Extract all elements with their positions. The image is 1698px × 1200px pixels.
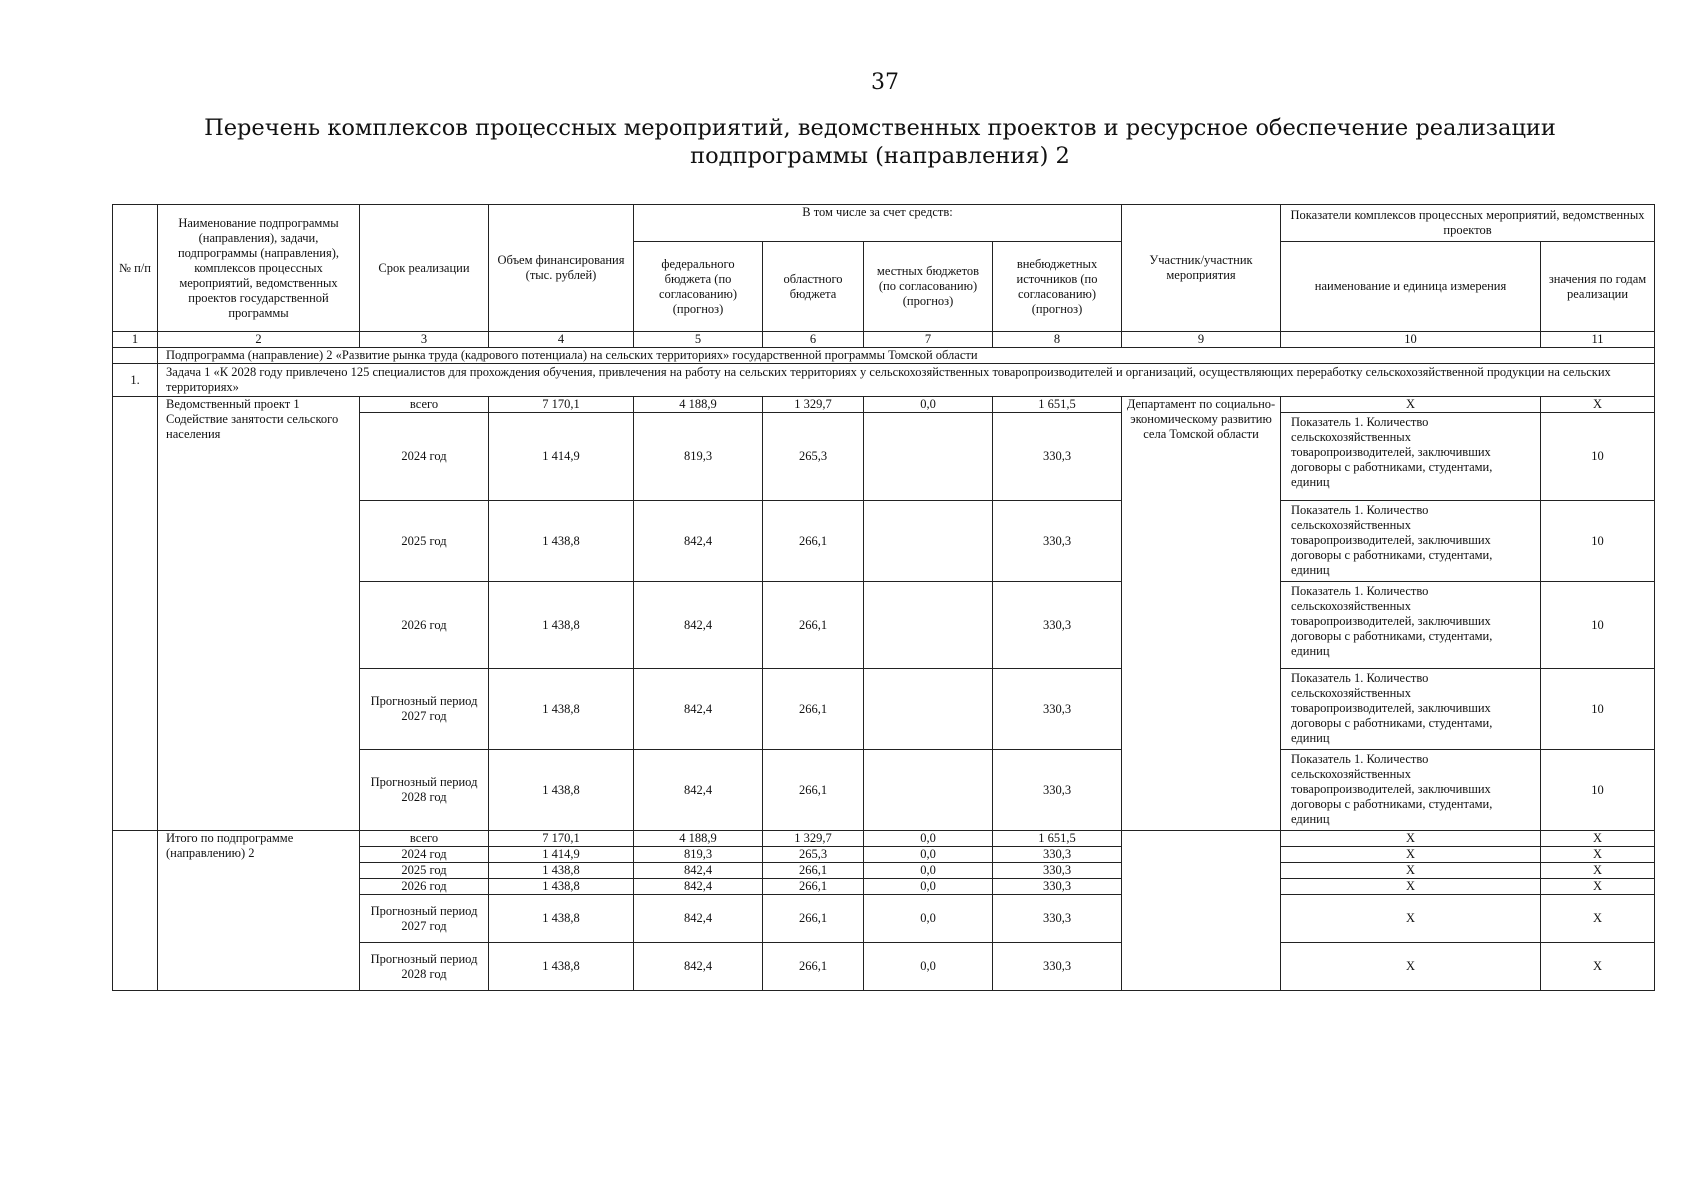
col-number: 5 bbox=[634, 332, 763, 348]
page-number: 37 bbox=[871, 70, 899, 95]
header-federal: федерального бюджета (по согласованию) (прогноз) bbox=[634, 242, 763, 332]
total-volume: 1 438,8 bbox=[489, 943, 634, 991]
total-extra: 330,3 bbox=[993, 879, 1122, 895]
task-num: 1. bbox=[113, 364, 158, 397]
total-volume: 1 438,8 bbox=[489, 863, 634, 879]
total-ind-value: X bbox=[1541, 943, 1655, 991]
project-local bbox=[864, 413, 993, 501]
project-federal: 842,4 bbox=[634, 669, 763, 750]
total-volume: 1 414,9 bbox=[489, 847, 634, 863]
subprogram-num bbox=[113, 348, 158, 364]
project-regional: 266,1 bbox=[763, 582, 864, 669]
project-ind-name: Показатель 1. Количество сельскохозяйственных товаропроизводителей, заключивших договоры с работниками, студентами, единиц bbox=[1281, 669, 1541, 750]
total-federal: 842,4 bbox=[634, 943, 763, 991]
total-regional: 266,1 bbox=[763, 863, 864, 879]
subprogram-row bbox=[113, 348, 1655, 364]
total-local: 0,0 bbox=[864, 863, 993, 879]
project-ind-name: Показатель 1. Количество сельскохозяйственных товаропроизводителей, заключивших договоры с работниками, студентами, единиц bbox=[1281, 750, 1541, 831]
project-extra: 330,3 bbox=[993, 413, 1122, 501]
project-federal: 842,4 bbox=[634, 750, 763, 831]
project-extra: 330,3 bbox=[993, 582, 1122, 669]
project-volume: 1 438,8 bbox=[489, 750, 634, 831]
col-number: 10 bbox=[1281, 332, 1541, 348]
total-local: 0,0 bbox=[864, 831, 993, 847]
total-ind-name: X bbox=[1281, 879, 1541, 895]
total-term: 2026 год bbox=[360, 879, 489, 895]
total-term: 2024 год bbox=[360, 847, 489, 863]
header-local: местных бюджетов (по согласованию) (прогноз) bbox=[864, 242, 993, 332]
total-regional: 266,1 bbox=[763, 895, 864, 943]
total-ind-name: X bbox=[1281, 895, 1541, 943]
total-regional: 265,3 bbox=[763, 847, 864, 863]
project-term: 2025 год bbox=[360, 501, 489, 582]
project-local bbox=[864, 582, 993, 669]
total-ind-value: X bbox=[1541, 879, 1655, 895]
total-local: 0,0 bbox=[864, 879, 993, 895]
project-name: Ведомственный проект 1 Содействие занятости сельского населения bbox=[158, 397, 360, 831]
project-local bbox=[864, 750, 993, 831]
project-federal: 842,4 bbox=[634, 582, 763, 669]
project-participant: Департамент по социально-экономическому развитию села Томской области bbox=[1122, 397, 1281, 831]
header-ind-values: значения по годам реализации bbox=[1541, 242, 1655, 332]
project-extra: 330,3 bbox=[993, 669, 1122, 750]
project-term: 2026 год bbox=[360, 582, 489, 669]
page-title: Перечень комплексов процессных мероприятий, ведомственных проектов и ресурсное обеспечение реализации подпрограммы (направления) 2 bbox=[204, 115, 1556, 169]
col-number: 6 bbox=[763, 332, 864, 348]
project-extra: 330,3 bbox=[993, 750, 1122, 831]
total-ind-value: X bbox=[1541, 863, 1655, 879]
project-volume: 1 438,8 bbox=[489, 501, 634, 582]
col-number: 4 bbox=[489, 332, 634, 348]
project-ind-value: 10 bbox=[1541, 750, 1655, 831]
total-row bbox=[113, 831, 1655, 847]
header-name: Наименование подпрограммы (направления), задачи, подпрограммы (направления), комплексов процессных мероприятий, ведомственных проектов государственной программы bbox=[158, 205, 360, 332]
header-regional: областного бюджета bbox=[763, 242, 864, 332]
project-federal: 819,3 bbox=[634, 413, 763, 501]
project-num bbox=[113, 397, 158, 831]
project-regional: 266,1 bbox=[763, 501, 864, 582]
total-ind-name: X bbox=[1281, 943, 1541, 991]
total-term: Прогнозный период 2027 год bbox=[360, 895, 489, 943]
project-extra: 330,3 bbox=[993, 501, 1122, 582]
project-ind-value: 10 bbox=[1541, 413, 1655, 501]
total-federal: 842,4 bbox=[634, 879, 763, 895]
total-participant bbox=[1122, 831, 1281, 991]
project-regional: 266,1 bbox=[763, 669, 864, 750]
total-federal: 4 188,9 bbox=[634, 831, 763, 847]
total-extra: 330,3 bbox=[993, 863, 1122, 879]
project-regional: 265,3 bbox=[763, 413, 864, 501]
col-number: 2 bbox=[158, 332, 360, 348]
project-volume: 1 438,8 bbox=[489, 669, 634, 750]
project-local: 0,0 bbox=[864, 397, 993, 413]
total-regional: 266,1 bbox=[763, 879, 864, 895]
subprogram-title: Подпрограмма (направление) 2 «Развитие рынка труда (кадрового потенциала) на сельских территориях» государственной программы Томской области bbox=[158, 348, 1655, 364]
header-including: В том числе за счет средств: bbox=[634, 205, 1122, 242]
project-term: Прогнозный период 2028 год bbox=[360, 750, 489, 831]
col-number: 9 bbox=[1122, 332, 1281, 348]
total-extra: 330,3 bbox=[993, 895, 1122, 943]
total-name: Итого по подпрограмме (направлению) 2 bbox=[158, 831, 360, 991]
header-indicators: Показатели комплексов процессных мероприятий, ведомственных проектов bbox=[1281, 205, 1655, 242]
col-number: 1 bbox=[113, 332, 158, 348]
header-participant: Участник/участник мероприятия bbox=[1122, 205, 1281, 332]
total-local: 0,0 bbox=[864, 895, 993, 943]
total-local: 0,0 bbox=[864, 847, 993, 863]
resource-table bbox=[112, 204, 1655, 991]
total-volume: 1 438,8 bbox=[489, 879, 634, 895]
total-term: всего bbox=[360, 831, 489, 847]
total-federal: 842,4 bbox=[634, 895, 763, 943]
project-regional: 1 329,7 bbox=[763, 397, 864, 413]
project-term: Прогнозный период 2027 год bbox=[360, 669, 489, 750]
total-federal: 819,3 bbox=[634, 847, 763, 863]
task-row bbox=[113, 364, 1655, 397]
project-term: всего bbox=[360, 397, 489, 413]
total-num bbox=[113, 831, 158, 991]
project-volume: 1 438,8 bbox=[489, 582, 634, 669]
header-ind-name: наименование и единица измерения bbox=[1281, 242, 1541, 332]
header-extra: внебюджетных источников (по согласованию) (прогноз) bbox=[993, 242, 1122, 332]
total-volume: 7 170,1 bbox=[489, 831, 634, 847]
project-federal: 4 188,9 bbox=[634, 397, 763, 413]
col-number: 8 bbox=[993, 332, 1122, 348]
project-ind-value: 10 bbox=[1541, 501, 1655, 582]
project-ind-name: Показатель 1. Количество сельскохозяйственных товаропроизводителей, заключивших договоры с работниками, студентами, единиц bbox=[1281, 501, 1541, 582]
project-volume: 1 414,9 bbox=[489, 413, 634, 501]
total-extra: 330,3 bbox=[993, 847, 1122, 863]
project-volume: 7 170,1 bbox=[489, 397, 634, 413]
project-term: 2024 год bbox=[360, 413, 489, 501]
header-term: Срок реализации bbox=[360, 205, 489, 332]
project-ind-name: Показатель 1. Количество сельскохозяйственных товаропроизводителей, заключивших договоры с работниками, студентами, единиц bbox=[1281, 582, 1541, 669]
total-extra: 1 651,5 bbox=[993, 831, 1122, 847]
total-extra: 330,3 bbox=[993, 943, 1122, 991]
header-volume: Объем финансирования (тыс. рублей) bbox=[489, 205, 634, 332]
total-regional: 266,1 bbox=[763, 943, 864, 991]
total-local: 0,0 bbox=[864, 943, 993, 991]
project-extra: 1 651,5 bbox=[993, 397, 1122, 413]
total-federal: 842,4 bbox=[634, 863, 763, 879]
total-volume: 1 438,8 bbox=[489, 895, 634, 943]
column-numbers-row bbox=[113, 332, 1655, 348]
project-regional: 266,1 bbox=[763, 750, 864, 831]
project-local bbox=[864, 669, 993, 750]
total-regional: 1 329,7 bbox=[763, 831, 864, 847]
total-ind-value: X bbox=[1541, 847, 1655, 863]
total-ind-name: X bbox=[1281, 847, 1541, 863]
task-text: Задача 1 «К 2028 году привлечено 125 специалистов для прохождения обучения, привлечения на работу на сельских территориях у сельскохозяйственных товаропроизводителей и организаций, осуществляющих переработку сельскохозяйственной продукции на сельских территориях» bbox=[158, 364, 1655, 397]
col-number: 11 bbox=[1541, 332, 1655, 348]
project-ind-value: 10 bbox=[1541, 669, 1655, 750]
project-ind-value: X bbox=[1541, 397, 1655, 413]
header-num: № п/п bbox=[113, 205, 158, 332]
header-row-1 bbox=[113, 205, 1655, 242]
col-number: 7 bbox=[864, 332, 993, 348]
project-row-total bbox=[113, 397, 1655, 413]
total-term: 2025 год bbox=[360, 863, 489, 879]
total-ind-name: X bbox=[1281, 863, 1541, 879]
project-local bbox=[864, 501, 993, 582]
project-federal: 842,4 bbox=[634, 501, 763, 582]
project-ind-name: Показатель 1. Количество сельскохозяйственных товаропроизводителей, заключивших договоры с работниками, студентами, единиц bbox=[1281, 413, 1541, 501]
total-ind-name: X bbox=[1281, 831, 1541, 847]
project-ind-name: X bbox=[1281, 397, 1541, 413]
project-ind-value: 10 bbox=[1541, 582, 1655, 669]
col-number: 3 bbox=[360, 332, 489, 348]
total-term: Прогнозный период 2028 год bbox=[360, 943, 489, 991]
total-ind-value: X bbox=[1541, 895, 1655, 943]
total-ind-value: X bbox=[1541, 831, 1655, 847]
